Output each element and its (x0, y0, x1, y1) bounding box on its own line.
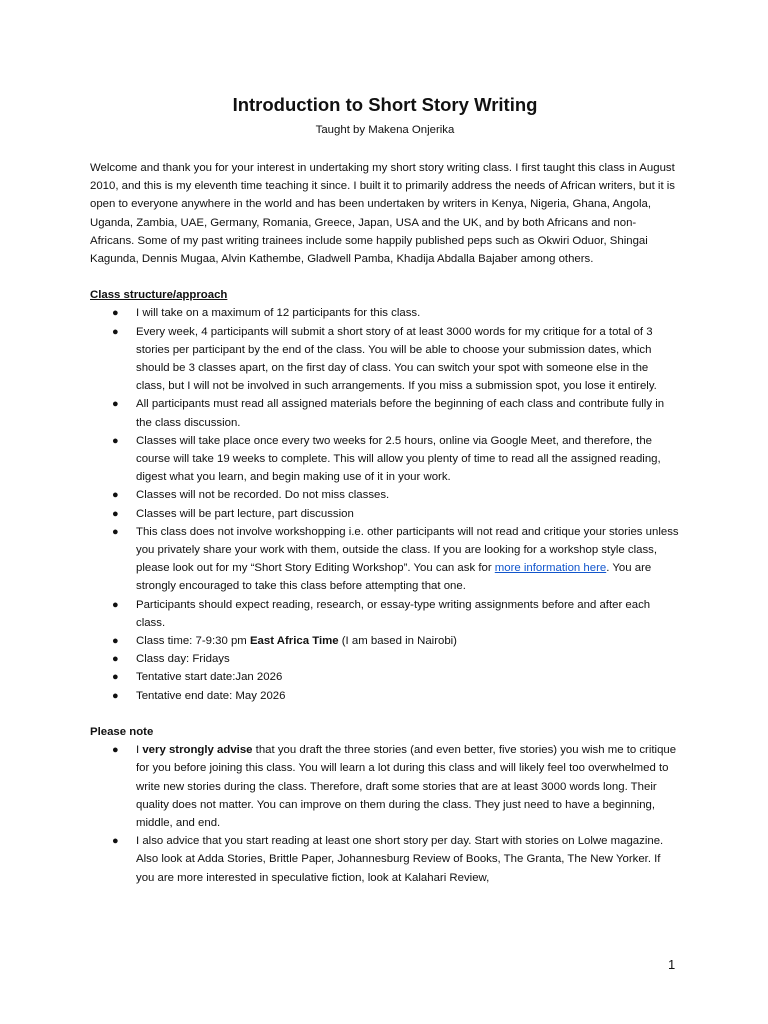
class-time-zone: East Africa Time (249, 635, 339, 648)
list-item-text: Every week, 4 participants will submit a short story of at least 3000 words for my critique for a total of 3 stories per participant by the end of the class. You will be able to choose your submission dates, which should be 3 classes apart, on the first day of class. You can switch your spot with someone else in the class, but I will not be involved in such arrangements. If you miss a submission spot, you lose it entirely. (136, 325, 657, 393)
class-structure-list (90, 304, 680, 704)
bullet-icon: ● (112, 325, 119, 338)
advice-suffix: that you draft the three stories (and even better, five stories) you wish me to critique for you before joining this class. You will learn a lot during this class and will likely feel too overwhelmed to write new stories during the class. Therefore, draft some stories that are at least 3000 words long. Their quality does not matter. You can improve on them during the class. They just need to have a beginning, middle, and end. (136, 744, 677, 829)
end-date-text: Tentative end date: May 2026 (136, 689, 286, 702)
bullet-icon: ● (112, 507, 119, 520)
list-item (90, 304, 680, 322)
intro-paragraph: Welcome and thank you for your interest in undertaking my short story writing class. I first taught this class in August 2010, and this is my eleventh time teaching it since. I built it to primarily address the needs of African writers, but it is open to everyone anywhere in the world and has been undertaken by writers in Kenya, Nigeria, Ghana, Angola, Uganda, Zambia, UAE, Germany, Romania, Greece, Japan, USA and the UK, and by both Africans and non-Africans. Some of my past writing trainees include some happily published peps such as Okwiri Oduor, Shingai Kagunda, Dennis Mugaa, Alvin Kathembe, Gladwell Pamba, Khadija Abdalla Bajaber among others. (90, 162, 675, 266)
list-item-text: Classes will take place once every two weeks for 2.5 hours, online via Google Meet, and therefore, the course will take 19 weeks to complete. This will allow you plenty of time to read all the assigned reading, digest what you learn, and begin making use of it in your work. (136, 434, 661, 484)
bullet-icon: ● (112, 744, 119, 757)
list-item (90, 596, 680, 632)
advice-prefix: I (136, 744, 143, 757)
list-item-text: All participants must read all assigned materials before the beginning of each class and contribute fully in the class discussion. (136, 398, 665, 429)
section-heading-class-structure: Class structure/approach (90, 289, 228, 302)
list-item (90, 323, 680, 396)
list-item (90, 432, 680, 487)
bullet-icon: ● (112, 653, 119, 666)
list-item (90, 505, 680, 523)
list-item-class-time (90, 632, 680, 650)
list-item-text: Classes will be part lecture, part discussion (136, 507, 354, 520)
list-item (90, 486, 680, 504)
reading-advice-text: I also advice that you start reading at least one short story per day. Start with stories on Lolwe magazine. Also look at Adda Stories, Brittle Paper, Johannesburg Review of Books, The Granta, The New Yorker. If you are more interested in speculative fiction, look at Kalahari Review, (136, 835, 664, 884)
section-heading-please-note: Please note (90, 725, 154, 738)
bullet-icon: ● (112, 689, 119, 702)
list-item-text: Participants should expect reading, research, or essay-type writing assignments before and after each class. (136, 598, 651, 629)
please-note-list (90, 741, 680, 887)
bullet-icon: ● (112, 525, 119, 538)
list-item (90, 650, 680, 668)
list-item (90, 687, 680, 705)
bullet-icon: ● (112, 598, 119, 611)
bullet-icon: ● (112, 635, 119, 648)
bullet-icon: ● (112, 835, 119, 848)
list-item-workshop (90, 523, 680, 596)
document-title: Introduction to Short Story Writing (232, 94, 538, 115)
more-information-link[interactable]: more information here (494, 562, 607, 575)
bullet-icon: ● (112, 671, 119, 684)
class-day-text: Class day: Fridays (136, 653, 230, 666)
advice-bold: very strongly advise (142, 744, 253, 757)
bullet-icon: ● (112, 398, 119, 411)
list-item (90, 668, 680, 686)
document-subtitle: Taught by Makena Onjerika (315, 124, 455, 136)
start-date-text: Tentative start date:Jan 2026 (136, 671, 283, 684)
class-time-suffix: (I am based in Nairobi) (338, 635, 457, 648)
list-item-text: Classes will not be recorded. Do not miss classes. (136, 489, 390, 502)
page-number: 1 (668, 957, 676, 972)
bullet-icon: ● (112, 489, 119, 502)
list-item (90, 395, 680, 431)
class-time-prefix: Class time: 7-9:30 pm (136, 635, 250, 648)
list-item-text: I will take on a maximum of 12 participants for this class. (136, 307, 421, 320)
list-item (90, 741, 680, 832)
workshop-text-before: This class does not involve workshopping i.e. other participants will not read and critique your stories unless you privately share your work with them, outside the class. If you are looking for a workshop style class, please look out for my “Short Story Editing Workshop”. You can ask for (136, 525, 679, 575)
workshop-text-after: . You are strongly encouraged to take this class before attempting that one. (136, 562, 652, 593)
bullet-icon: ● (112, 434, 119, 447)
list-item (90, 832, 680, 887)
document-page (90, 92, 680, 887)
bullet-icon: ● (112, 307, 119, 320)
